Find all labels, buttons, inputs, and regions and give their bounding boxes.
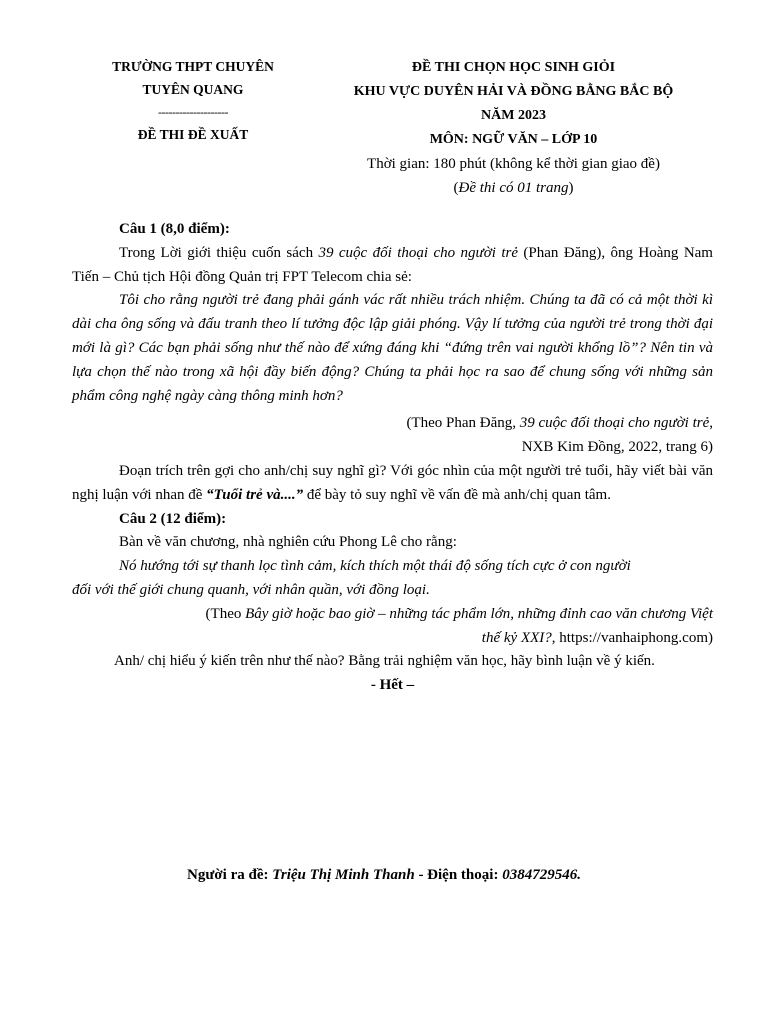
pages-open: ( — [453, 180, 459, 196]
q2-cite-prefix: (Theo — [205, 605, 246, 622]
exam-pages — [314, 176, 713, 200]
question-2-intro: Bàn về văn chương, nhà nghiên cứu Phong Lê cho rằng: — [119, 534, 457, 551]
question-2-task: Anh/ chị hiểu ý kiến trên như thế nào? Bằng trải nghiệm văn học, hãy bình luận về ý kiến. — [114, 653, 655, 670]
author-label: Người ra đề: — [187, 867, 273, 883]
q2-citation-line1 — [72, 603, 713, 627]
pages-close: ) — [568, 180, 574, 196]
exam-title-line2: KHU VỰC DUYÊN HẢI VÀ ĐỒNG BẰNG BẮC BỘ — [353, 84, 674, 99]
exam-subject: MÔN: NGỮ VĂN – LỚP 10 — [429, 132, 598, 147]
q1-task-text-a: Đoạn trích trên gợi cho anh/chị suy nghĩ gì? Với góc nhìn của một người trẻ tuổi, hãy viết bài văn nghị luận với nhan đề — [72, 462, 713, 503]
question-1-task — [72, 460, 713, 508]
pages-note: Đề thi có 01 trang — [458, 180, 569, 196]
header-divider: -------------------- — [158, 105, 228, 119]
question-2-quote-line1: Nó hướng tới sự thanh lọc tình cảm, kích thích một thái độ sống tích cực ở con người — [119, 558, 631, 575]
q1-citation-line2: NXB Kim Đồng, 2022, trang 6) — [521, 439, 713, 456]
q1-cite-comma: , — [709, 415, 713, 432]
q1-task-text-b: để bày tỏ suy nghĩ về vấn đề mà anh/chị quan tâm. — [303, 486, 611, 503]
q2-cite-title-end: thế kỷ XXI? — [481, 629, 552, 646]
phone-number: 0384729546. — [502, 867, 581, 883]
question-1-quote: Tôi cho rằng người trẻ đang phải gánh vác rất nhiều trách nhiệm. Chúng ta đã có cả một thời kì dài cha ông sống và đấu tranh theo lí tưởng độc lập giải phóng. Vậy lí tưởng của người trẻ trong thời đại mới là gì? Các bạn phải sống như thế nào để xứng đáng khi “đứng trên vai người khổng lồ”? Nên tin và lựa chọn thế nào trong xã hội đầy biến động? Chúng ta phải học ra sao để chung sống với những sản phẩm công nghệ ngày càng thông minh hơn? — [72, 292, 713, 404]
author-footer — [0, 867, 768, 884]
exam-year: NĂM 2023 — [481, 108, 546, 123]
q1-cite-book: 39 cuộc đối thoại cho người trẻ — [519, 415, 710, 432]
q2-cite-source: , https://vanhaiphong.com) — [551, 629, 713, 646]
question-1-citation — [72, 412, 713, 460]
exam-body — [72, 218, 713, 698]
school-name-line1: TRƯỜNG THPT CHUYÊN — [112, 59, 274, 74]
q1-cite-prefix: (Theo Phan Đăng, — [406, 415, 520, 432]
question-1-title: Câu 1 (8,0 điểm): — [119, 221, 230, 237]
q1-intro-text-a: Trong Lời giới thiệu cuốn sách — [119, 244, 319, 261]
end-mark: - Hết – — [370, 677, 415, 694]
exam-title-line1: ĐỀ THI CHỌN HỌC SINH GIỎI — [411, 60, 616, 75]
phone-label: - Điện thoại: — [414, 867, 503, 883]
q2-citation-line2 — [72, 627, 713, 651]
q1-intro-text-b: (Phan Đăng), ông Hoàng Nam Tiến – Chủ tịch Hội đồng Quản trị FPT Telecom chia sẻ: — [72, 244, 713, 285]
school-block — [72, 56, 314, 200]
exam-header — [72, 56, 713, 200]
question-2-quote-line2: đối với thế giới chung quanh, với nhân quần, với đồng loại. — [72, 581, 430, 598]
school-name-line2: TUYÊN QUANG — [142, 81, 244, 97]
author-name: Triệu Thị Minh Thanh — [272, 867, 415, 883]
q1-intro-book: 39 cuộc đối thoại cho người trẻ — [318, 244, 518, 261]
question-1-intro — [72, 242, 713, 290]
question-2-title: Câu 2 (12 điểm): — [119, 510, 227, 527]
q1-citation-line1 — [72, 412, 713, 436]
exam-time: Thời gian: 180 phút (không kể thời gian giao đề) — [367, 156, 660, 172]
q1-task-essay-title: “Tuổi trẻ và....” — [206, 486, 304, 503]
q2-cite-title: Bây giờ hoặc bao giờ – những tác phẩm lớn, những đỉnh cao văn chương Việt — [245, 605, 713, 622]
proposal-label: ĐỀ THI ĐỀ XUẤT — [137, 126, 249, 142]
exam-title-block — [314, 56, 713, 200]
exam-page — [72, 56, 713, 698]
